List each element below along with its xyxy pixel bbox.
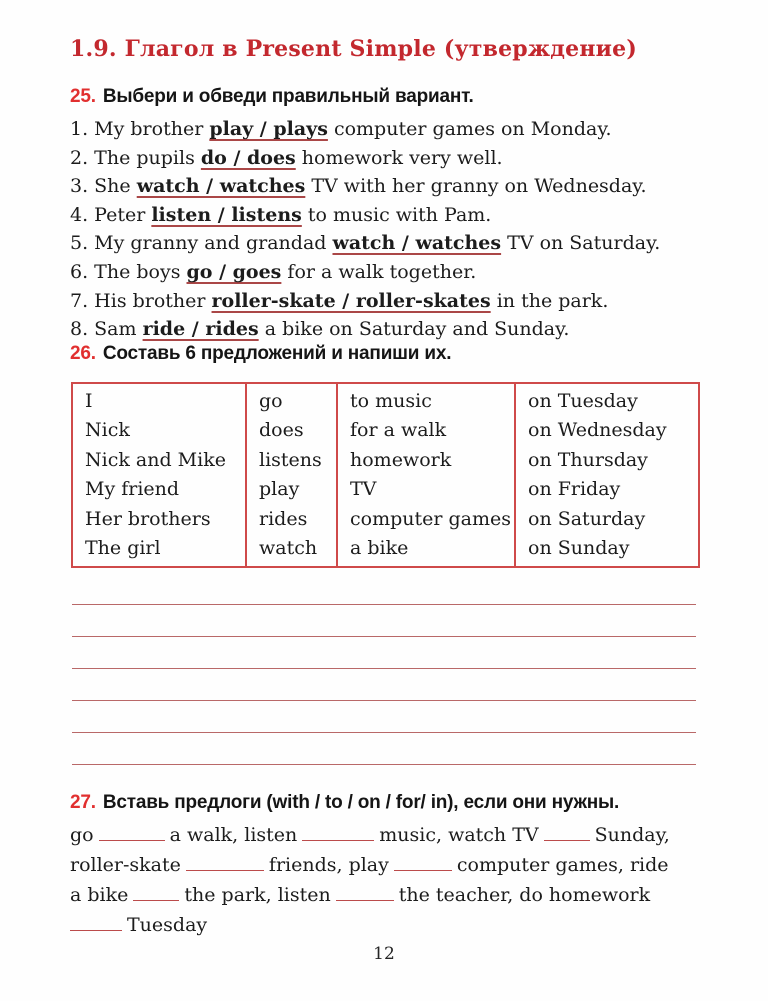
fill-text-segment: Tuesday	[127, 914, 208, 936]
table-cell: to music	[350, 390, 432, 412]
table-column-subjects	[73, 384, 247, 566]
table-column-verbs	[247, 384, 338, 566]
table-cell: computer games	[350, 507, 511, 530]
fill-text-segment: a walk, listen	[169, 824, 298, 846]
fill-line-1	[70, 820, 710, 850]
table-cell: on Sunday	[528, 536, 630, 559]
sentence-text: in the park.	[490, 289, 609, 312]
sentence-text: a bike on Saturday and Sunday.	[258, 318, 570, 341]
writing-line	[72, 573, 696, 605]
verb-choice: watch / watches	[332, 232, 502, 255]
exercise-25-instruction: Выбери и обведи правильный вариант.	[102, 86, 474, 107]
verb-choice: roller-skate / roller-skates	[211, 289, 491, 312]
table-cell: does	[259, 419, 304, 442]
table-cell: I	[85, 390, 93, 412]
exercise-27-header	[70, 792, 619, 814]
sentence-text: for a walk together.	[281, 260, 477, 283]
verb-choice: go / goes	[186, 260, 282, 283]
fill-line-3	[70, 880, 710, 910]
exercise-26-number: 26.	[70, 343, 96, 364]
page-number: 12	[373, 944, 395, 964]
sentence-text: computer games on Monday.	[327, 118, 612, 140]
fill-blank	[99, 825, 165, 841]
table-cell: homework	[350, 448, 452, 471]
page-title: 1.9. Глагол в Present Simple (утверждение)	[70, 36, 637, 62]
fill-text-segment: music, watch TV	[379, 824, 539, 846]
sentence-7	[70, 287, 730, 316]
fill-blank	[70, 915, 122, 931]
sentence-text: TV on Saturday.	[501, 232, 661, 255]
table-cell: My friend	[85, 478, 180, 501]
sentence-text: 7. His brother	[70, 289, 212, 312]
verb-choice: ride / rides	[142, 318, 259, 341]
table-column-days	[516, 384, 698, 566]
sentence-text: 5. My granny and grandad	[70, 232, 333, 255]
writing-line	[72, 637, 696, 669]
exercise-25-number: 25.	[70, 86, 96, 107]
fill-text-segment: computer games, ride	[456, 854, 669, 876]
exercise-26-instruction: Составь 6 предложений и напиши их.	[102, 343, 452, 364]
table-cell: listens	[259, 448, 322, 471]
writing-line	[72, 605, 696, 637]
sentence-1	[70, 115, 730, 144]
exercise-27-body	[70, 820, 710, 940]
fill-blank	[133, 885, 179, 901]
table-cell: on Thursday	[528, 448, 648, 471]
fill-text-segment: the park, listen	[184, 884, 331, 906]
sentence-6	[70, 258, 730, 287]
verb-choice: watch / watches	[136, 175, 306, 198]
fill-line-2	[70, 850, 710, 880]
fill-blank	[544, 825, 590, 841]
fill-blank	[394, 855, 452, 871]
sentence-text: 4. Peter	[70, 203, 152, 226]
fill-text-segment: a bike	[70, 884, 129, 906]
writing-lines	[72, 573, 696, 765]
exercise-25-sentences	[70, 115, 730, 344]
fill-text-segment: Sunday,	[594, 824, 670, 846]
fill-blank	[186, 855, 264, 871]
table-cell: a bike	[350, 536, 409, 559]
table-cell: on Saturday	[528, 507, 646, 530]
fill-line-4	[70, 910, 710, 940]
writing-line	[72, 669, 696, 701]
writing-line	[72, 701, 696, 733]
verb-choice: play / plays	[209, 118, 328, 140]
fill-text-segment: the teacher, do homework	[398, 884, 651, 906]
exercise-26-header	[70, 343, 451, 365]
sentence-text: 2. The pupils	[70, 146, 201, 169]
table-cell: play	[259, 478, 300, 501]
verb-choice: do / does	[200, 146, 296, 169]
table-cell: on Tuesday	[528, 390, 638, 412]
table-cell: Nick	[85, 419, 130, 442]
table-cell: on Wednesday	[528, 419, 667, 442]
sentence-text: to music with Pam.	[301, 203, 492, 226]
table-cell: watch	[259, 536, 318, 559]
exercise-27-instruction: Вставь предлоги (with / to / on / for/ in), если они нужны.	[102, 792, 620, 813]
sentence-2	[70, 144, 730, 173]
fill-text-segment: go	[70, 824, 94, 846]
sentence-4	[70, 201, 730, 230]
fill-blank	[336, 885, 394, 901]
sentence-text: 3. She	[70, 175, 137, 198]
sentence-text: 1. My brother	[70, 118, 210, 140]
table-cell: for a walk	[350, 419, 447, 442]
sentence-text: homework very well.	[295, 146, 503, 169]
sentence-text: TV with her granny on Wednesday.	[305, 175, 647, 198]
table-cell: The girl	[85, 536, 161, 559]
sentence-8	[70, 315, 730, 344]
word-combination-table	[71, 382, 700, 568]
exercise-25-header	[70, 86, 474, 108]
fill-text-segment: roller-skate	[70, 854, 181, 876]
sentence-3	[70, 172, 730, 201]
sentence-text: 6. The boys	[70, 260, 187, 283]
table-cell: on Friday	[528, 478, 621, 501]
sentence-5	[70, 229, 730, 258]
sentence-text: 8. Sam	[70, 318, 143, 341]
table-cell: TV	[350, 478, 377, 501]
fill-text-segment: friends, play	[268, 854, 389, 876]
table-cell: Her brothers	[85, 507, 211, 530]
writing-line	[72, 733, 696, 765]
table-cell: rides	[259, 507, 308, 530]
table-cell: Nick and Mike	[85, 448, 226, 471]
verb-choice: listen / listens	[151, 203, 302, 226]
table-cell: go	[259, 390, 283, 412]
fill-blank	[302, 825, 374, 841]
exercise-27-number: 27.	[70, 792, 96, 813]
table-column-objects	[338, 384, 516, 566]
